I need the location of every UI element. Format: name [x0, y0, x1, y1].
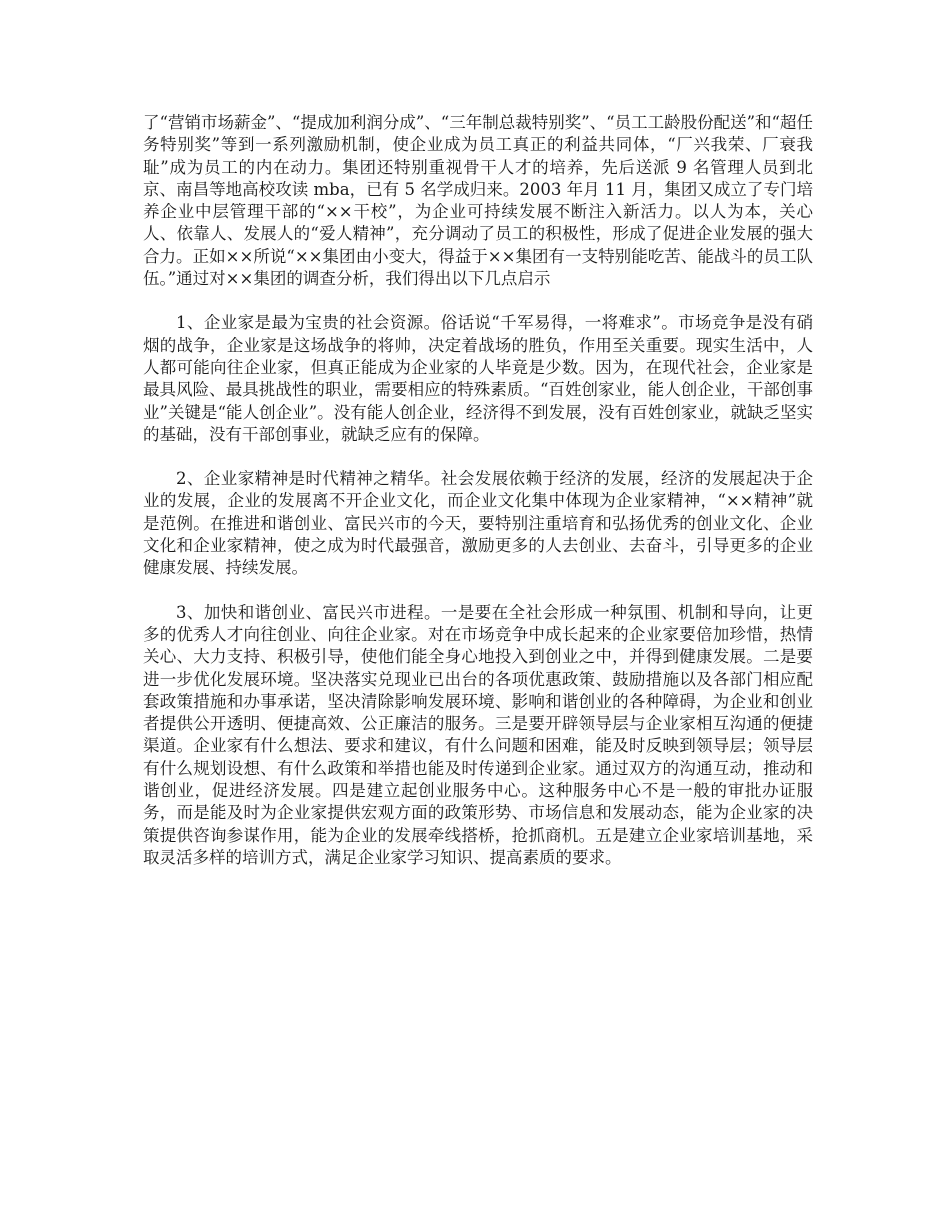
- paragraph-point-2: 2、企业家精神是时代精神之精华。社会发展依赖于经济的发展，经济的发展起决于企业的发展，企业的发展离不开企业文化，而企业文化集中体现为企业家精神，“××精神”就是范例。在推进和谐创业、富民兴市的今天，要特别注重培育和弘扬优秀的创业文化、企业文化和企业家精神，使之成为时代最强音，激励更多的人去创业、去奋斗，引导更多的企业健康发展、持续发展。: [143, 469, 813, 578]
- paragraph-point-3: 3、加快和谐创业、富民兴市进程。一是要在全社会形成一种氛围、机制和导向，让更多的优秀人才向往创业、向往企业家。对在市场竞争中成长起来的企业家要倍加珍惜，热情关心、大力支持、积极引导，使他们能全身心地投入到创业之中，并得到健康发展。二是要进一步优化发展环境。坚决落实兑现业已出台的各项优惠政策、鼓励措施以及各部门相应配套政策措施和办事承诺，坚决清除影响发展环境、影响和谐创业的各种障碍，为企业和创业者提供公开透明、便捷高效、公正廉洁的服务。三是要开辟领导层与企业家相互沟通的便捷渠道。企业家有什么想法、要求和建议，有什么问题和困难，能及时反映到领导层；领导层有什么规划设想、有什么政策和举措也能及时传递到企业家。通过双方的沟通互动，推动和谐创业，促进经济发展。四是建立起创业服务中心。这种服务中心不是一般的审批办证服务，而是能及时为企业家提供宏观方面的政策形势、市场信息和发展动态，能为企业家的决策提供咨询参谋作用，能为企业的发展牵线搭桥，抢抓商机。五是建立企业家培训基地，采取灵活多样的培训方式，满足企业家学习知识、提高素质的要求。: [143, 602, 813, 867]
- paragraph-point-1: 1、企业家是最为宝贵的社会资源。俗话说“千军易得，一将难求”。市场竞争是没有硝烟的战争，企业家是这场战争的将帅，决定着战场的胜负，作用至关重要。现实生活中，人人都可能向往企业家，但真正能成为企业家的人毕竟是少数。因为，在现代社会，企业家是最具风险、最具挑战性的职业，需要相应的特殊素质。“百姓创家业，能人创企业，干部创事业”关键是“能人创企业”。没有能人创企业，经济得不到发展，没有百姓创家业，就缺乏坚实的基础，没有干部创事业，就缺乏应有的保障。: [143, 313, 813, 444]
- document-body: [143, 112, 813, 891]
- paragraph-intro-continuation: 了“营销市场薪金”、“提成加利润分成”、“三年制总裁特别奖”、“员工工龄股份配送”和“超任务特别奖”等到一系列激励机制，使企业成为员工真正的利益共同体，“厂兴我荣、厂衰我耻”成为员工的内在动力。集团还特别重视骨干人才的培养，先后送派 9 名管理人员到北京、南昌等地高校攻读 mba，已有 5 名学成归来。2003 年月 11 月，集团又成立了专门培养企业中层管理干部的“××干校”，为企业可持续发展不断注入新活力。以人为本，关心人、依靠人、发展人的“爱人精神”，充分调动了员工的积极性，形成了促进企业发展的强大合力。正如××所说“××集团由小变大，得益于××集团有一支特别能吃苦、能战斗的员工队伍。”通过对××集团的调查分析，我们得出以下几点启示: [143, 113, 813, 289]
